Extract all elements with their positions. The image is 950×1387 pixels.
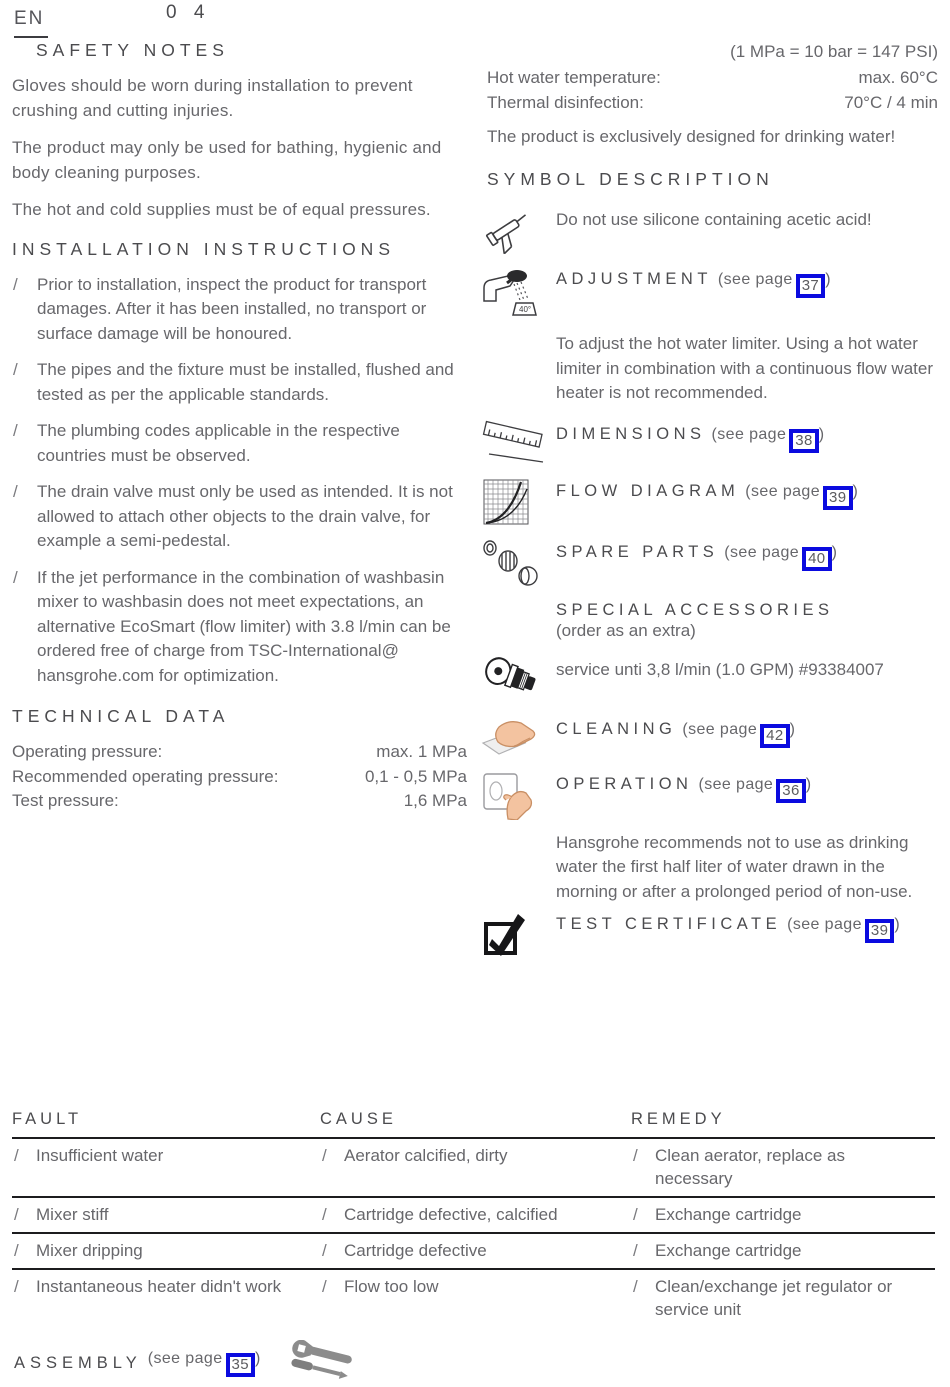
symbol-row-operation — [487, 770, 938, 825]
symbol-row-test-certificate — [487, 910, 938, 965]
adjustment-title: ADJUSTMENT — [556, 270, 712, 288]
table-row — [12, 1234, 935, 1270]
tech-value: 0,1 - 0,5 MPa — [364, 766, 467, 786]
symbol-heading — [556, 477, 938, 521]
remedy-cell: Clean aerator, replace as necessary — [655, 1146, 845, 1188]
page-link-39[interactable]: 39 — [823, 486, 853, 510]
col-header-cause: CAUSE — [320, 1110, 397, 1128]
bullet-text: If the jet performance in the combination of washbasin mixer to washbasin does not meet expectations, an alternative EcoSmart (flow limiter) with 3.8 l/min can be ordered free of charge from TSC-International@ hansgrohe.com for optimization. — [37, 567, 451, 685]
operation-hand-icon — [481, 770, 543, 825]
cleaning-title: CLEANING — [556, 719, 677, 738]
slash-bullet: / — [14, 1205, 19, 1224]
symbol-heading — [556, 420, 938, 464]
adjustment-hand-icon — [481, 265, 543, 326]
cleaning-hand-icon — [481, 715, 543, 764]
operation-paragraph: Hansgrohe recommends not to use as drinking water the first half liter of water drawn in the morning or after a prolonged period of non-use. — [556, 832, 913, 901]
slash-bullet: / — [322, 1277, 327, 1296]
slash-bullet: / — [13, 482, 18, 501]
slash-bullet: / — [13, 421, 18, 440]
temp-label: Thermal disinfection: — [487, 92, 644, 112]
col-header-remedy: REMEDY — [631, 1110, 726, 1128]
page-link-37[interactable]: 37 — [796, 274, 826, 298]
left-column — [12, 40, 467, 814]
bullet-text: The pipes and the fixture must be installed, flushed and tested as per the applicable standards. — [37, 360, 454, 404]
symbol-row-adjustment — [487, 265, 938, 326]
operation-title: OPERATION — [556, 774, 693, 793]
page-link-38[interactable]: 38 — [789, 429, 819, 453]
symbol-row-flow-diagram — [487, 477, 938, 532]
page-number: 0 4 — [166, 2, 211, 23]
temp-label: Hot water temperature: — [487, 68, 661, 87]
slash-bullet: / — [13, 567, 18, 587]
page-link-36[interactable]: 36 — [776, 779, 806, 803]
col-header-fault: FAULT — [12, 1110, 83, 1128]
remedy-cell: Clean/exchange jet regulator or service unit — [655, 1277, 893, 1319]
assembly-footer — [14, 1340, 363, 1387]
spare-parts-title: SPARE PARTS — [556, 542, 719, 561]
symbol-row-spare-parts — [487, 538, 938, 593]
checkbox-check-icon — [481, 910, 543, 965]
operation-note — [487, 831, 938, 905]
safety-notes-title: SAFETY NOTES — [36, 40, 229, 60]
technical-row — [12, 765, 467, 790]
dimensions-title: DIMENSIONS — [556, 424, 706, 443]
cause-cell: Cartridge defective, calcified — [344, 1205, 558, 1224]
slash-bullet: / — [14, 1146, 19, 1165]
symbol-row-silicone — [487, 206, 938, 259]
page-link-35[interactable]: 35 — [226, 1353, 256, 1377]
tools-icon — [287, 1340, 363, 1387]
tech-value: 1,6 MPa — [403, 791, 467, 810]
special-accessories-block — [487, 601, 938, 642]
table-row — [12, 1139, 935, 1198]
temp-value: max. 60°C — [858, 68, 938, 87]
tech-label: Recommended operating pressure: — [12, 766, 279, 786]
slash-bullet: / — [633, 1241, 638, 1260]
symbol-row-aerator — [487, 656, 938, 709]
bullet-text: The plumbing codes applicable in the respective countries must be observed. — [37, 421, 400, 465]
cause-cell: Cartridge defective — [344, 1241, 487, 1260]
see-page-text: (see page 39 ) — [787, 916, 900, 933]
slash-bullet: / — [633, 1205, 638, 1224]
fault-table — [12, 1105, 935, 1327]
temperature-row — [487, 91, 938, 116]
slash-bullet: / — [13, 274, 18, 294]
technical-row — [12, 740, 467, 765]
adjustment-description — [487, 332, 938, 406]
technical-row — [12, 789, 467, 814]
fault-table-header — [12, 1105, 935, 1139]
tech-value: max. 1 MPa — [376, 742, 467, 761]
silicone-warning-text: Do not use silicone containing acetic acid! — [556, 210, 872, 229]
drinking-water-note: The product is exclusively designed for drinking water! — [487, 127, 896, 146]
symbol-heading — [556, 715, 938, 759]
safety-paragraph: The product may only be used for bathing, hygienic and body cleaning purposes. — [12, 138, 442, 182]
installation-bullet — [12, 273, 467, 347]
installation-bullet — [12, 566, 467, 689]
slash-bullet: / — [633, 1146, 638, 1165]
slash-bullet: / — [322, 1241, 327, 1260]
special-accessories-subtitle: (order as an extra) — [556, 620, 696, 640]
safety-paragraph: Gloves should be worn during installation to prevent crushing and cutting injuries. — [12, 76, 413, 120]
right-column — [487, 40, 938, 971]
table-row — [12, 1198, 935, 1234]
installation-bullet — [12, 358, 467, 407]
cause-cell: Flow too low — [344, 1277, 439, 1296]
caulk-gun-icon — [481, 206, 543, 259]
page-link-39b[interactable]: 39 — [865, 919, 895, 943]
special-accessories-title: SPECIAL ACCESSORIES — [556, 600, 834, 619]
bullet-text: The drain valve must only be used as intended. It is not allowed to attach other objects to the drain valve, for example a semi-pedestal. — [37, 482, 453, 550]
safety-paragraph: The hot and cold supplies must be of equal pressures. — [12, 200, 431, 219]
symbol-description-title: SYMBOL DESCRIPTION — [487, 169, 774, 189]
pressure-conversion-note: (1 MPa = 10 bar = 147 PSI) — [730, 42, 938, 61]
installation-bullet — [12, 480, 467, 554]
fault-cell: Mixer dripping — [36, 1241, 143, 1260]
slash-bullet: / — [633, 1277, 638, 1296]
symbol-row-cleaning — [487, 715, 938, 764]
spare-parts-icon — [481, 538, 543, 593]
see-page-text: (see page 36 ) — [698, 776, 811, 793]
cause-cell: Aerator calcified, dirty — [344, 1146, 508, 1165]
symbol-heading — [556, 265, 938, 309]
slash-bullet: / — [322, 1205, 327, 1224]
test-certificate-title: TEST CERTIFICATE — [556, 915, 782, 933]
tech-label: Test pressure: — [12, 791, 119, 810]
see-page-text: (see page 42 ) — [682, 721, 795, 738]
symbol-heading — [556, 538, 938, 582]
see-page-text: (see page 39 ) — [745, 483, 858, 500]
table-row — [12, 1270, 935, 1327]
aerator-icon — [481, 656, 543, 709]
technical-data-title: TECHNICAL DATA — [12, 706, 230, 726]
symbol-text — [556, 206, 938, 250]
symbol-heading — [556, 770, 938, 814]
assembly-title: ASSEMBLY — [14, 1354, 142, 1372]
symbol-row-dimensions — [487, 420, 938, 471]
symbol-heading — [556, 910, 938, 954]
see-page-text: (see page 40 ) — [724, 544, 837, 561]
fault-cell: Insufficient water — [36, 1146, 164, 1165]
page-link-42[interactable]: 42 — [760, 724, 790, 748]
flow-diagram-title: FLOW DIAGRAM — [556, 481, 740, 500]
temperature-row — [487, 66, 938, 91]
slash-bullet: / — [14, 1241, 19, 1260]
fault-cell: Instantaneous heater didn't work — [36, 1277, 282, 1296]
adjustment-temp-label: 40° — [519, 305, 532, 314]
symbol-text — [556, 656, 938, 700]
ruler-icon — [481, 420, 543, 471]
remedy-cell: Exchange cartridge — [655, 1241, 802, 1260]
service-unit-text: service unti 3,8 l/min (1.0 GPM) #93384007 — [556, 659, 884, 679]
see-page-text: (see page 37 ) — [718, 271, 831, 288]
page-link-40[interactable]: 40 — [802, 547, 832, 571]
language-code: EN — [14, 8, 48, 38]
remedy-cell: Exchange cartridge — [655, 1205, 802, 1224]
installation-bullet — [12, 419, 467, 468]
tech-label: Operating pressure: — [12, 742, 163, 761]
flow-diagram-icon — [481, 477, 543, 532]
temp-value: 70°C / 4 min — [844, 92, 938, 112]
adjustment-paragraph: To adjust the hot water limiter. Using a hot water limiter in combination with a continuous flow water heater is not recommended. — [556, 334, 934, 402]
fault-cell: Mixer stiff — [36, 1205, 109, 1224]
bullet-text: Prior to installation, inspect the product for transport damages. After it has been installed, no transport or surface damage will be honoured. — [37, 274, 427, 343]
slash-bullet: / — [13, 360, 18, 379]
see-page-text: (see page 38 ) — [712, 426, 825, 443]
slash-bullet: / — [14, 1277, 19, 1296]
installation-instructions-title: INSTALLATION INSTRUCTIONS — [12, 238, 395, 259]
slash-bullet: / — [322, 1146, 327, 1165]
see-page-text: (see page 35 ) — [148, 1350, 261, 1377]
